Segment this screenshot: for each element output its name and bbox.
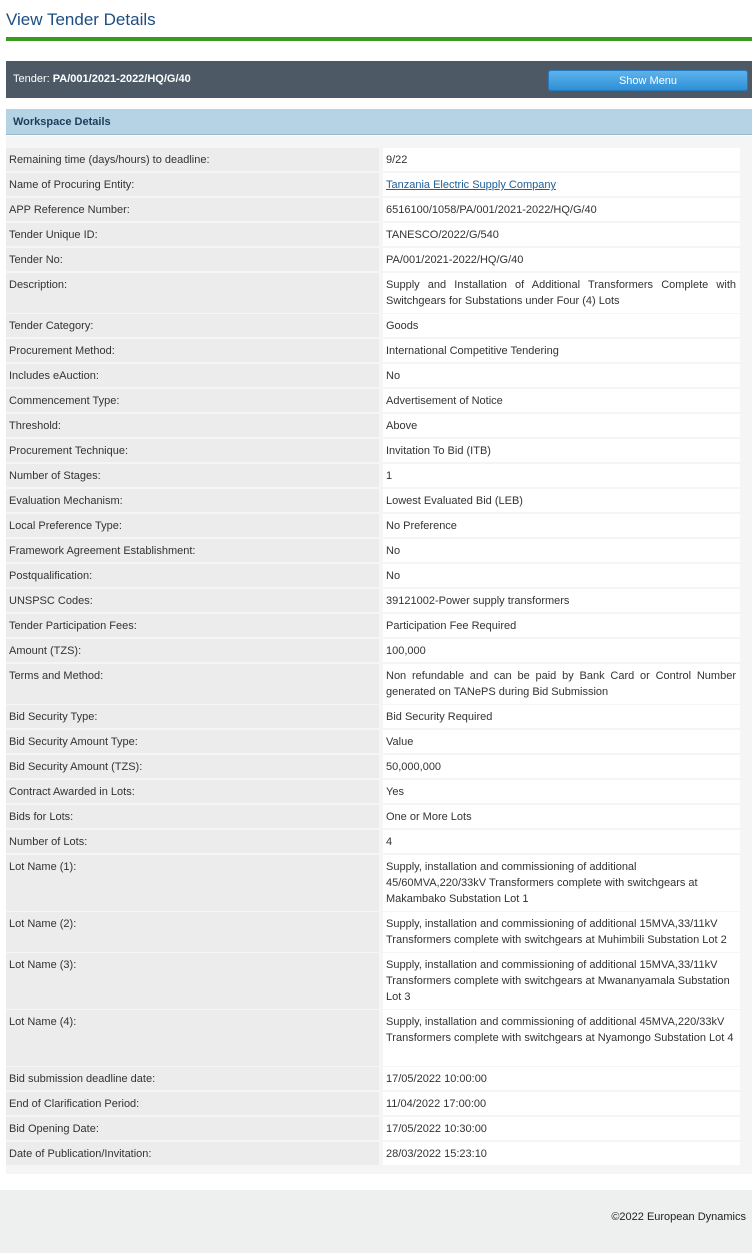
detail-value: No <box>383 539 740 562</box>
detail-label: Evaluation Mechanism: <box>6 489 379 512</box>
detail-value: Supply, installation and commissioning of additional 15MVA,33/11kV Transformers complete with switchgears at Muhimbili Substation Lot 2 <box>383 912 740 952</box>
detail-value: One or More Lots <box>383 805 740 828</box>
detail-value: No Preference <box>383 514 740 537</box>
detail-row <box>6 339 740 362</box>
detail-label: Number of Lots: <box>6 830 379 853</box>
detail-label: Remaining time (days/hours) to deadline: <box>6 148 379 171</box>
detail-value: Invitation To Bid (ITB) <box>383 439 740 462</box>
detail-row <box>6 223 740 246</box>
tender-bar <box>6 61 752 98</box>
procuring-entity-link[interactable]: Tanzania Electric Supply Company <box>386 179 556 191</box>
detail-label: Procurement Method: <box>6 339 379 362</box>
detail-label: Lot Name (2): <box>6 912 379 952</box>
detail-value: 28/03/2022 15:23:10 <box>383 1142 740 1165</box>
detail-row <box>6 248 740 271</box>
detail-row <box>6 1067 740 1090</box>
detail-row <box>6 639 740 662</box>
detail-row <box>6 705 740 728</box>
detail-row <box>6 464 740 487</box>
detail-row <box>6 953 740 1009</box>
page-title: View Tender Details <box>6 10 156 29</box>
show-menu-button[interactable]: Show Menu <box>548 70 748 91</box>
detail-row <box>6 439 740 462</box>
detail-row <box>6 148 740 171</box>
detail-row <box>6 755 740 778</box>
detail-value: Above <box>383 414 740 437</box>
detail-value: Advertisement of Notice <box>383 389 740 412</box>
detail-value: PA/001/2021-2022/HQ/G/40 <box>383 248 740 271</box>
detail-row <box>6 539 740 562</box>
detail-row <box>6 780 740 803</box>
detail-value: 1 <box>383 464 740 487</box>
detail-row <box>6 805 740 828</box>
detail-row <box>6 414 740 437</box>
detail-label: Date of Publication/Invitation: <box>6 1142 379 1165</box>
detail-label: Bid Security Type: <box>6 705 379 728</box>
detail-value: Bid Security Required <box>383 705 740 728</box>
detail-value: Lowest Evaluated Bid (LEB) <box>383 489 740 512</box>
detail-value: 6516100/1058/PA/001/2021-2022/HQ/G/40 <box>383 198 740 221</box>
title-divider <box>6 37 752 41</box>
detail-label: Lot Name (4): <box>6 1010 379 1066</box>
detail-label: Tender Unique ID: <box>6 223 379 246</box>
detail-value: Goods <box>383 314 740 337</box>
detail-row <box>6 1092 740 1115</box>
detail-label: Name of Procuring Entity: <box>6 173 379 196</box>
detail-value: Supply, installation and commissioning of additional 45/60MVA,220/33kV Transformers complete with switchgears at Makambako Substation Lot 1 <box>383 855 740 911</box>
detail-row <box>6 364 740 387</box>
detail-row <box>6 514 740 537</box>
detail-row <box>6 1142 740 1165</box>
tender-label <box>13 73 191 85</box>
detail-value: Supply, installation and commissioning of additional 45MVA,220/33kV Transformers complete with switchgears at Nyamongo Substation Lot 4 <box>383 1010 740 1066</box>
detail-label: Commencement Type: <box>6 389 379 412</box>
detail-value: Yes <box>383 780 740 803</box>
detail-label: Postqualification: <box>6 564 379 587</box>
detail-label: Amount (TZS): <box>6 639 379 662</box>
detail-label: End of Clarification Period: <box>6 1092 379 1115</box>
detail-row <box>6 855 740 911</box>
detail-value: 11/04/2022 17:00:00 <box>383 1092 740 1115</box>
detail-label: Terms and Method: <box>6 664 379 704</box>
detail-label: Includes eAuction: <box>6 364 379 387</box>
detail-value: TANESCO/2022/G/540 <box>383 223 740 246</box>
detail-value: International Competitive Tendering <box>383 339 740 362</box>
detail-row <box>6 1117 740 1140</box>
detail-row <box>6 830 740 853</box>
detail-value: 9/22 <box>383 148 740 171</box>
detail-label: APP Reference Number: <box>6 198 379 221</box>
workspace-details-header <box>6 109 752 135</box>
detail-row <box>6 489 740 512</box>
detail-row <box>6 198 740 221</box>
tender-number: PA/001/2021-2022/HQ/G/40 <box>52 73 191 85</box>
detail-value: 39121002-Power supply transformers <box>383 589 740 612</box>
detail-label: Lot Name (3): <box>6 953 379 1009</box>
detail-value: No <box>383 364 740 387</box>
detail-label: Contract Awarded in Lots: <box>6 780 379 803</box>
detail-row <box>6 173 740 196</box>
detail-label: Procurement Technique: <box>6 439 379 462</box>
detail-row <box>6 564 740 587</box>
tender-label-prefix: Tender: <box>13 73 50 85</box>
detail-label: Bid Security Amount (TZS): <box>6 755 379 778</box>
footer <box>0 1190 752 1253</box>
detail-label: Number of Stages: <box>6 464 379 487</box>
detail-value: Value <box>383 730 740 753</box>
detail-value <box>383 173 740 196</box>
detail-label: Bid submission deadline date: <box>6 1067 379 1090</box>
detail-label: Bids for Lots: <box>6 805 379 828</box>
detail-label: Tender Participation Fees: <box>6 614 379 637</box>
detail-value: Supply, installation and commissioning of additional 15MVA,33/11kV Transformers complete with switchgears at Mwananyamala Substation Lot 3 <box>383 953 740 1009</box>
detail-value: Non refundable and can be paid by Bank Card or Control Number generated on TANePS during Bid Submission <box>383 664 740 704</box>
detail-row <box>6 589 740 612</box>
workspace-details-title: Workspace Details <box>13 116 111 128</box>
detail-row <box>6 1010 740 1066</box>
footer-copyright: ©2022 European Dynamics <box>611 1211 746 1223</box>
detail-row <box>6 664 740 704</box>
detail-value: No <box>383 564 740 587</box>
detail-row <box>6 389 740 412</box>
detail-value: Supply and Installation of Additional Transformers Complete with Switchgears for Substations under Four (4) Lots <box>383 273 740 313</box>
detail-row <box>6 614 740 637</box>
detail-value: 17/05/2022 10:30:00 <box>383 1117 740 1140</box>
detail-label: Threshold: <box>6 414 379 437</box>
detail-row <box>6 730 740 753</box>
detail-label: Bid Opening Date: <box>6 1117 379 1140</box>
detail-row <box>6 273 740 313</box>
detail-row <box>6 912 740 952</box>
detail-label: Framework Agreement Establishment: <box>6 539 379 562</box>
detail-value: 4 <box>383 830 740 853</box>
detail-label: Tender Category: <box>6 314 379 337</box>
detail-label: Lot Name (1): <box>6 855 379 911</box>
detail-label: Description: <box>6 273 379 313</box>
detail-value: 17/05/2022 10:00:00 <box>383 1067 740 1090</box>
detail-label: UNSPSC Codes: <box>6 589 379 612</box>
detail-value: 100,000 <box>383 639 740 662</box>
detail-label: Bid Security Amount Type: <box>6 730 379 753</box>
detail-value: 50,000,000 <box>383 755 740 778</box>
detail-row <box>6 314 740 337</box>
detail-label: Tender No: <box>6 248 379 271</box>
detail-label: Local Preference Type: <box>6 514 379 537</box>
detail-value: Participation Fee Required <box>383 614 740 637</box>
